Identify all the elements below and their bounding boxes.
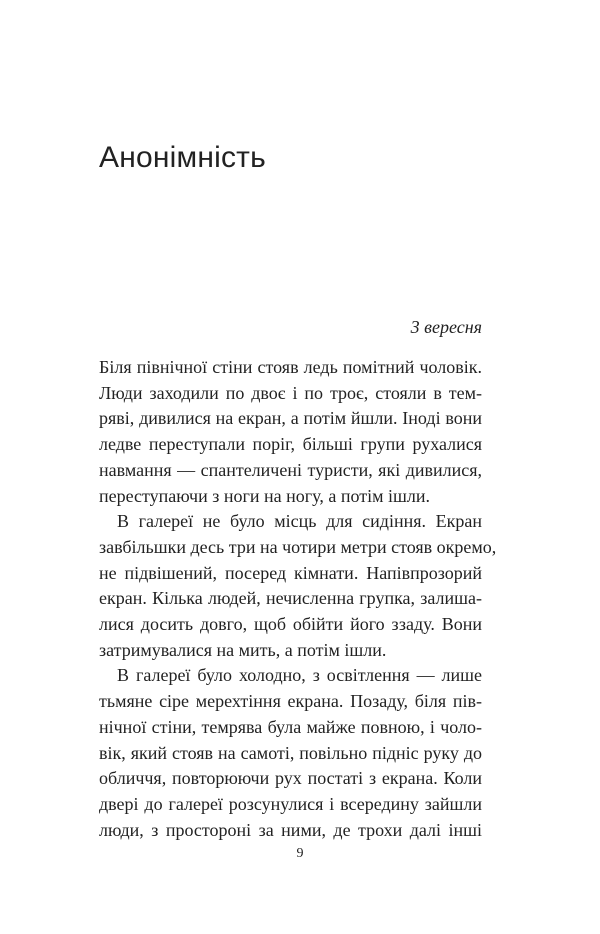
entry-date: 3 вересня [410,317,482,337]
paragraph-3 [99,663,482,843]
text-line: лися досить довго, щоб обійти його ззаду. Вони [99,614,482,635]
text-line: нічної стіни, темрява була майже повною, і чоло- [99,716,482,737]
text-line: завбільшки десь три на чотири метри стояв окремо, [99,536,497,557]
page-number: 9 [296,846,304,861]
text-line: В галереї було холодно, з освітлення — лише [117,665,482,686]
text-line: ряві, дивилися на екран, а потім йшли. Іноді вони [99,408,482,429]
text-line: ледве переступали поріг, більші групи рухалися [99,434,482,455]
chapter-title: Анонімність [99,141,266,174]
paragraph-1 [99,355,482,509]
text-line: двері до галереї розсунулися і всередину зайшли [99,793,482,814]
text-line: тьмяне сіре мерехтіння екрана. Позаду, біля пів- [99,691,482,712]
text-line: затримувалися на мить, а потім ішли. [99,639,387,660]
text-line: обличчя, повторюючи рух постаті з екрана. Коли [99,768,482,789]
text-line: не підвішений, посеред кімнати. Напівпрозорий [99,562,482,583]
text-line: люди, з простороні за ними, де трохи далі інші [99,819,482,840]
text-line: вік, який стояв на самоті, повільно підніс руку до [99,742,482,763]
paragraph-2 [99,509,497,663]
text-line: екран. Кілька людей, нечисленна групка, залиша- [99,588,482,609]
text-line: Люди заходили по двоє і по троє, стояли в тем- [99,382,482,403]
text-line: В галереї не було місць для сидіння. Екран [117,511,482,532]
text-line: переступаючи з ноги на ногу, а потім ішли. [99,485,430,506]
text-line: навмання — спантеличені туристи, які дивилися, [99,459,482,480]
body-text [99,355,497,843]
text-line: Біля північної стіни стояв ледь помітний чоловік. [99,357,482,377]
